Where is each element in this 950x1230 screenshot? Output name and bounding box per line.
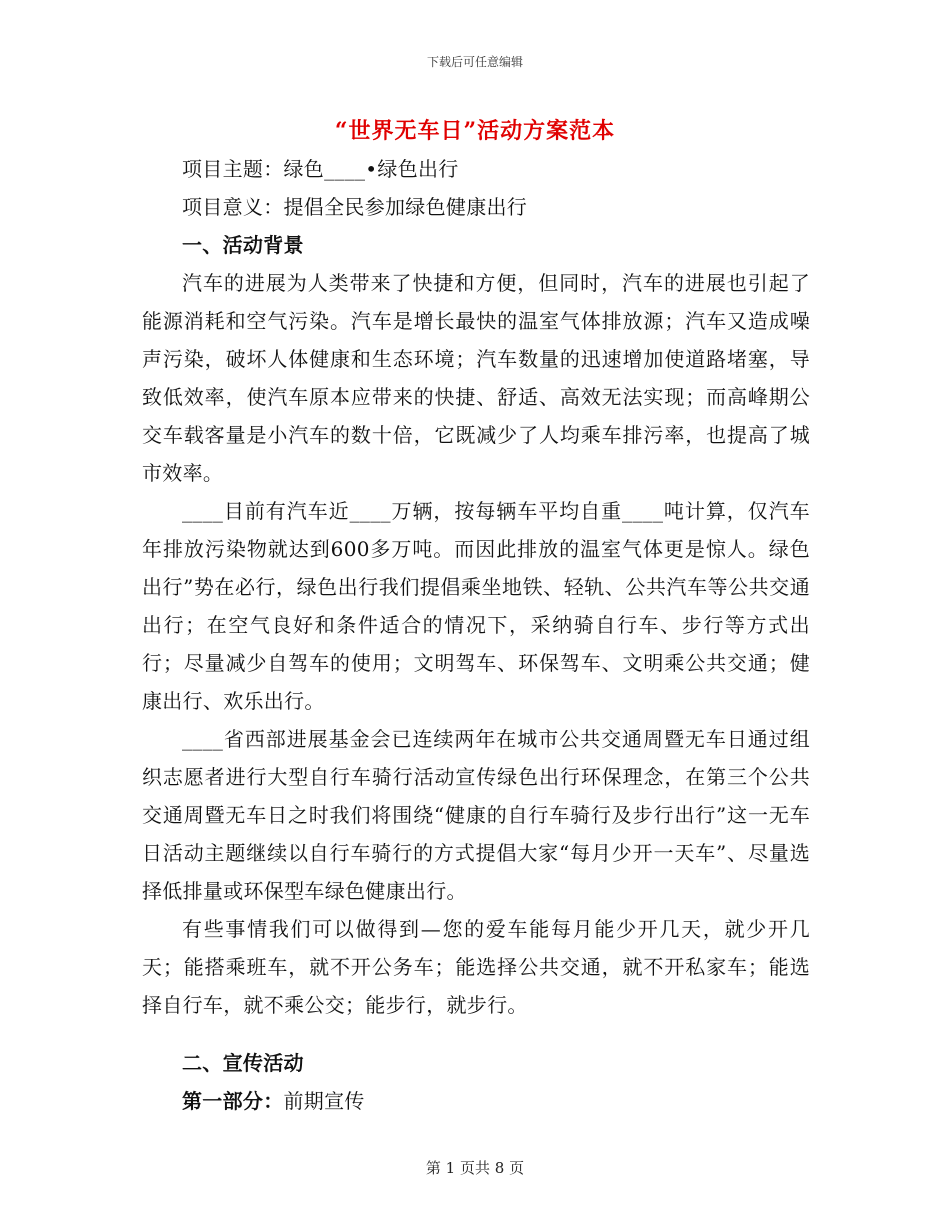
subsection-label: 第一部分： [182,1089,284,1113]
section-heading-publicity: 二、宣传活动 [182,1051,304,1075]
paragraph: ____目前有汽车近____万辆，按每辆车平均自重____吨计算，仅汽车年排放污染物就达到600多万吨。而因此排放的温室气体更是惊人。绿色出行”势在必行，绿色出行我们提倡乘坐地铁、轻轨、公共汽车等公共交通出行；在空气良好和条件适合的情况下，采纳骑自行车、步行等方式出行；尽量减少自驾车的使用；文明驾车、环保驾车、文明乘公共交通；健康出行、欢乐出行。 [142,499,810,713]
project-theme: 项目主题：绿色____•绿色出行 [182,157,459,181]
section-heading-background: 一、活动背景 [182,233,304,257]
paragraph: 汽车的进展为人类带来了快捷和方便，但同时，汽车的进展也引起了能源消耗和空气污染。汽车是增长最快的温室气体排放源；汽车又造成噪声污染，破坏人体健康和生态环境；汽车数量的迅速增加使道路堵塞，导致低效率，使汽车原本应带来的快捷、舒适、高效无法实现；而高峰期公交车载客量是小汽车的数十倍，它既减少了人均乘车排污率，也提高了城市效率。 [142,271,810,485]
subsection-line [142,1082,810,1120]
page-footer: 第 1 页共 8 页 [425,1159,525,1177]
document-body [142,150,810,1120]
project-meaning: 项目意义：提倡全民参加绿色健康出行 [182,195,528,219]
paragraph: 有些事情我们可以做得到—您的爱车能每月能少开几天，就少开几天；能搭乘班车，就不开公务车；能选择公共交通，就不开私家车；能选择自行车，就不乘公交；能步行，就步行。 [142,917,810,1017]
subsection-text: 前期宣传 [283,1089,365,1113]
paragraph: ____省西部进展基金会已连续两年在城市公共交通周暨无车日通过组织志愿者进行大型自行车骑行活动宣传绿色出行环保理念，在第三个公共交通周暨无车日之时我们将围绕“健康的自行车骑行及步行出行”这一无车日活动主题继续以自行车骑行的方式提倡大家“每月少开一天车”、尽量选择低排量或环保型车绿色健康出行。 [142,727,810,903]
header-note: 下载后可任意编辑 [426,55,523,69]
document-title: “世界无车日”活动方案范本 [334,118,616,144]
